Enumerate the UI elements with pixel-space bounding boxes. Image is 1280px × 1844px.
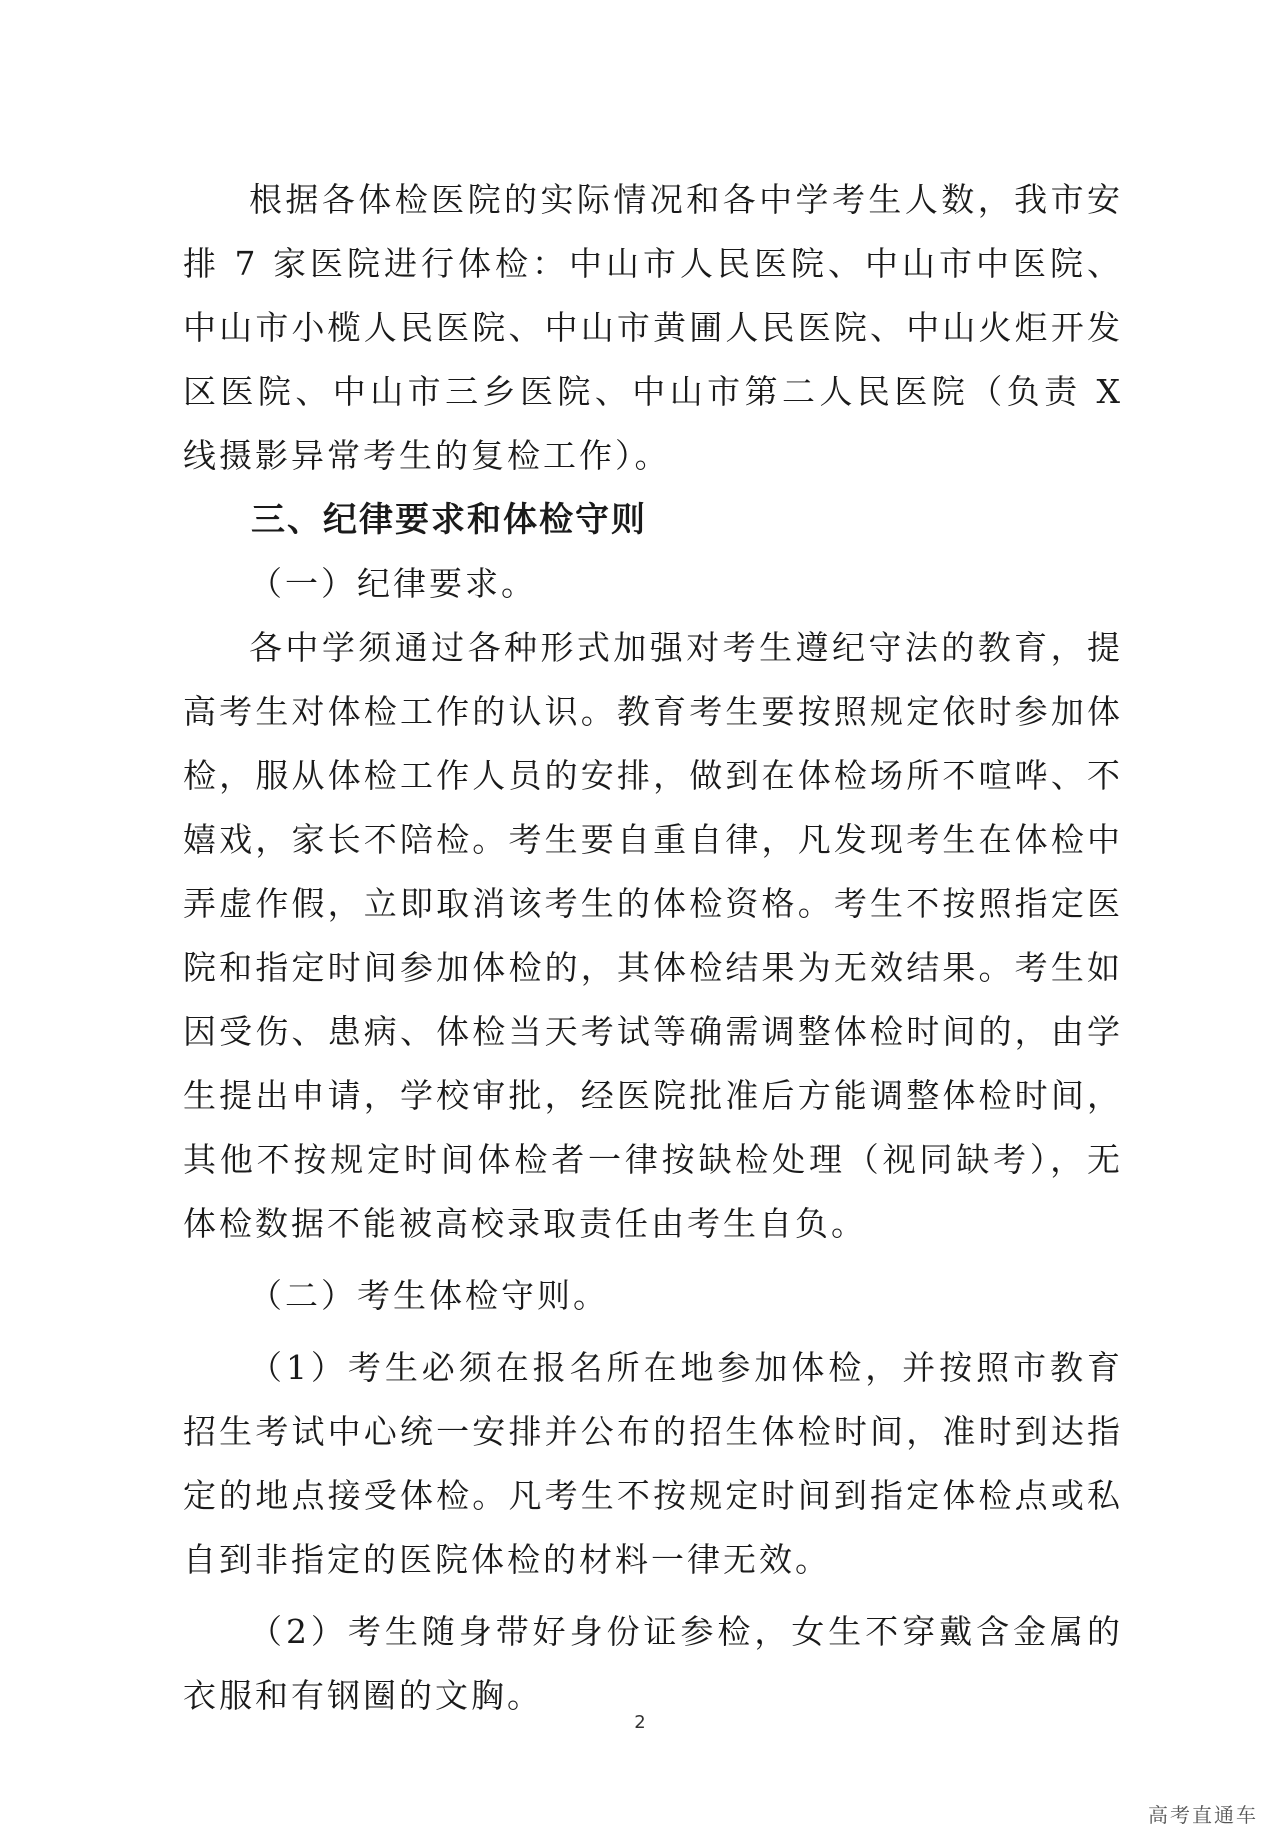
spacer: [183, 1256, 1123, 1264]
section-3-heading: 三、纪律要求和体检守则: [251, 500, 647, 540]
document-body: [183, 168, 1123, 1728]
paragraph-hospitals: 根据各体检医院的实际情况和各中学考生人数，我市安排 7 家医院进行体检：中山市人民医院、中山市中医院、中山市小榄人民医院、中山市黄圃人民医院、中山火炬开发区医院、中山市三乡医院、中山市第二人民医院（负责 X 线摄影异常考生的复检工作）。: [183, 180, 1123, 475]
rule-1: （1）考生必须在报名所在地参加体检，并按照市教育招生考试中心统一安排并公布的招生体检时间，准时到达指定的地点接受体检。凡考生不按规定时间到指定体检点或私自到非指定的医院体检的材料一律无效。: [183, 1348, 1123, 1579]
rule-2: （2）考生随身带好身份证参检，女生不穿戴含金属的衣服和有钢圈的文胸。: [183, 1612, 1123, 1715]
paragraph-discipline: 各中学须通过各种形式加强对考生遵纪守法的教育，提高考生对体检工作的认识。教育考生要按照规定依时参加体检，服从体检工作人员的安排，做到在体检场所不喧哗、不嬉戏，家长不陪检。考生要自重自律，凡发现考生在体检中弄虚作假，立即取消该考生的体检资格。考生不按照指定医院和指定时间参加体检的，其体检结果为无效结果。考生如因受伤、患病、体检当天考试等确需调整体检时间的，由学生提出申请，学校审批，经医院批准后方能调整体检时间，其他不按规定时间体检者一律按缺检处理（视同缺考），无体检数据不能被高校录取责任由考生自负。: [183, 628, 1123, 1243]
page-number: 2: [634, 1712, 646, 1733]
spacer: [183, 1592, 1123, 1600]
section-3-1-heading: （一）纪律要求。: [249, 564, 537, 603]
section-3-2-heading: （二）考生体检守则。: [249, 1276, 609, 1315]
spacer: [183, 1328, 1123, 1336]
watermark: 高考直通车: [1148, 1803, 1258, 1827]
